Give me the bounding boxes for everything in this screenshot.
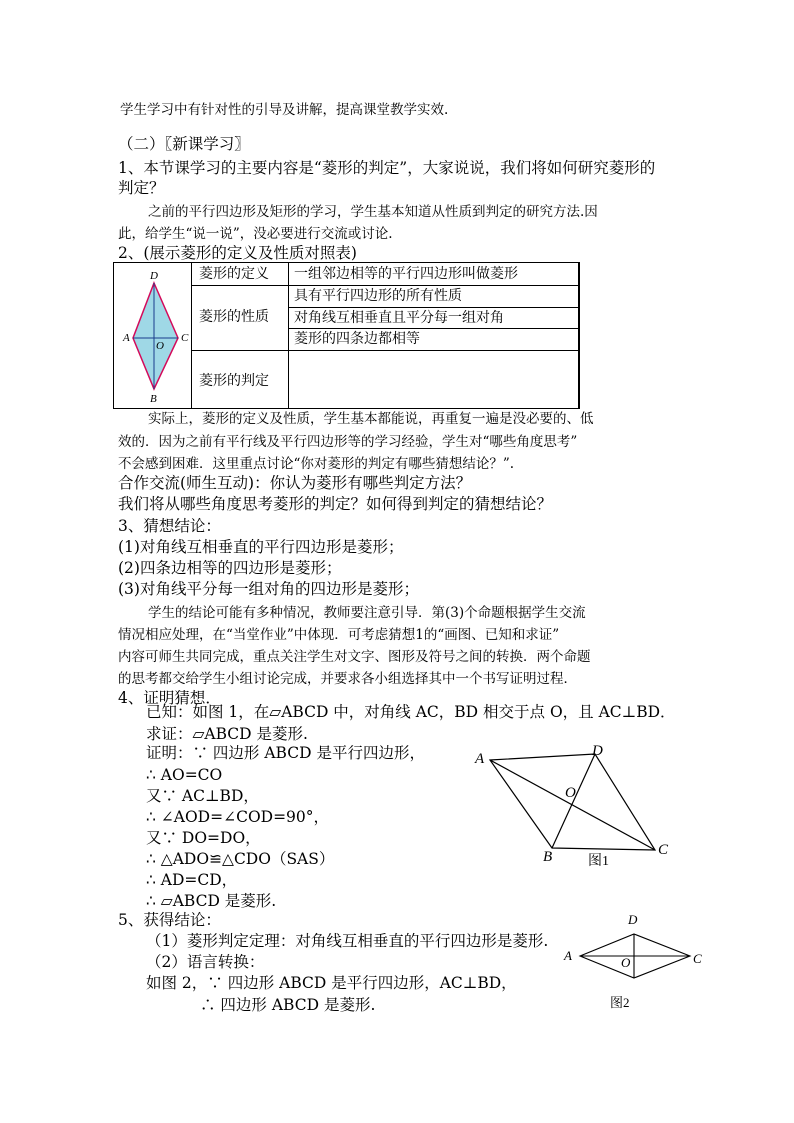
fig-label-o: O [156,340,164,352]
definition-label: 菱形的定义 [199,266,269,282]
fig1-label-b: B [543,849,553,865]
proof-step-8: ∴ ▱ABCD 是菱形. [146,892,277,910]
fig-label-d: D [150,270,158,282]
guess-3: (3)对角线平分每一组对角的四边形是菱形； [118,580,419,598]
proof-step-5: 又∵ DO=DO， [146,829,261,847]
proof-given: 已知：如图 1，在▱ABCD 中，对角线 AC，BD 相交于点 O，且 AC⊥BD． [146,703,676,721]
definition-value: 一组邻边相等的平行四边形叫做菱形 [294,266,518,282]
property-label: 菱形的性质 [199,309,269,325]
fig-label-c: C [181,332,189,344]
question-5-title: 5、获得结论： [118,911,221,929]
proof-step-1: 证明：∵ 四边形 ABCD 是平行四边形， [146,744,425,762]
fig1-label-d: D [592,743,603,759]
language-transform-line2: ∴ 四边形 ABCD 是菱形. [200,996,376,1014]
judgement-label: 菱形的判定 [199,373,269,389]
question-2-title: 2、(展示菱形的定义及性质对照表) [118,244,357,262]
fig1-label-o: O [565,785,576,801]
teaching-note-1-line2: 此，给学生“说一说”，没必要进行交流或讨论. [118,226,393,242]
guess-2: (2)四条边相等的四边形是菱形； [118,559,342,577]
teaching-note-2-line3: 不会感到困难．这里重点讨论“你对菱形的判定有哪些猜想结论？”. [118,456,515,472]
figure-1 [470,738,680,870]
figure-2 [560,910,710,1010]
question-3-title: 3、猜想结论： [118,517,221,535]
question-4-title: 4、证明猜想． [118,689,221,707]
fig-label-b: B [150,393,157,405]
rhombus-figure [114,263,191,408]
property-3: 菱形的四条边都相等 [294,331,420,347]
cooperation-line1: 合作交流(师生互动)：你认为菱形有哪些判定方法？ [118,474,472,492]
proof-step-7: ∴ AD=CD， [146,871,238,889]
fig2-label-d: D [628,912,638,927]
teaching-note-3-line3: 内容可师生共同完成，重点关注学生对文字、图形及符号之间的转换．两个命题 [118,649,591,665]
proof-step-4: ∴ ∠AOD=∠COD=90°， [146,808,330,826]
fig-label-a: A [123,332,130,344]
rhombus-table [113,262,580,409]
fig2-label-c: C [693,951,702,966]
fig1-label-c: C [658,842,669,858]
teaching-note-2-line2: 效的．因为之前有平行线及平行四边形等的学习经验，学生对“哪些角度思考” [118,434,578,450]
fig2-label-a: A [564,948,572,963]
property-1: 具有平行四边形的所有性质 [294,288,462,304]
cooperation-line2: 我们将从哪些角度思考菱形的判定？如何得到判定的猜想结论？ [118,495,553,513]
fig2-caption: 图2 [610,995,630,1010]
question-1-line1: 1、本节课学习的主要内容是“菱形的判定”，大家说说，我们将如何研究菱形的 [118,159,656,177]
guess-1: (1)对角线互相垂直的平行四边形是菱形； [118,538,404,556]
proof-step-2: ∴ AO=CO [146,766,223,784]
teaching-note-1-line1: 之前的平行四边形及矩形的学习，学生基本知道从性质到判定的研究方法.因 [148,204,598,220]
intro-note: 学生学习中有针对性的引导及讲解，提高课堂教学实效. [120,102,449,118]
theorem: （1）菱形判定定理：对角线互相垂直的平行四边形是菱形. [146,932,549,950]
teaching-note-3-line1: 学生的结论可能有多种情况，教师要注意引导．第(3)个命题根据学生交流 [148,605,586,621]
teaching-note-2-line1: 实际上，菱形的定义及性质，学生基本都能说，再重复一遍是没必要的、低 [148,411,594,427]
proof-step-6: ∴ △ADO≌△CDO（SAS） [146,850,335,868]
fig1-label-a: A [475,751,485,767]
question-1-line2: 判定？ [118,179,165,197]
proof-to-prove: 求证：▱ABCD 是菱形. [146,725,308,743]
language-transform-line1: 如图 2，∵ 四边形 ABCD 是平行四边形，AC⊥BD， [146,974,517,992]
fig2-label-o: O [621,955,631,970]
teaching-note-3-line2: 情况相应处理，在“当堂作业”中体现．可考虑猜想1的“画图、已知和求证” [118,627,560,643]
fig1-caption: 图1 [588,854,609,869]
section-heading: （二）〖新课学习〗 [118,135,250,153]
language-transform-title: （2）语言转换： [146,953,265,971]
teaching-note-3-line4: 的思考都交给学生小组讨论完成，并要求各小组选择其中一个书写证明过程． [118,671,577,687]
proof-step-3: 又∵ AC⊥BD， [146,787,259,805]
property-2: 对角线互相垂直且平分每一组对角 [294,310,504,326]
